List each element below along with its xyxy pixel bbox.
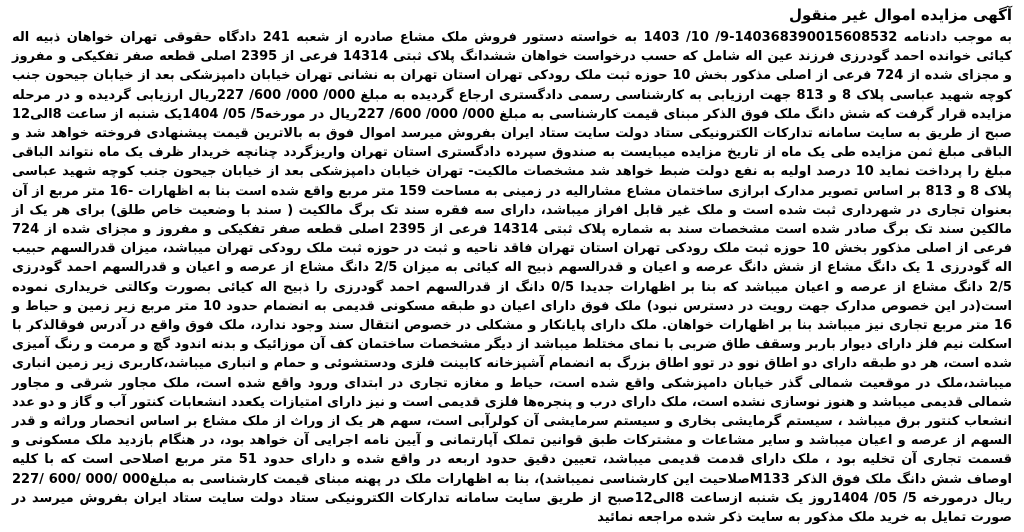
- notice-title: آگهی مزایده اموال غیر منقول: [788, 6, 1012, 24]
- notice-body: به موجب دادنامه 140368390015608532-9/ 10/ 1403 به خواسته دستور فروش ملک مشاع صادره از شعبه 241 دادگاه حقوقی تهران خواهان ذبیه اله کیائی خوانده احمد گودرزی فرزند عین اله شامل که حسب درخواست خواهان ششدانگ پلاک ثبتی 14314 فرعی از 2395 اصلی قطعه صفر تفکیکی و مفروز و مجزای شده از 724 فرعی از اصلی مذکور بخش 10 حوزه ثبت ملک رودکی تهران استان تهران به نشانی تهران خیابان دامپزشکی بعد از خیابان جیحون جنب کوچه شهید عباسی پلاک 8 و 813 جهت ارزیابی به کارشناسی رسمی دادگستری ارجاع گردیده به مبلغ 000/ 000/ 600/ 227ریال ارزیابی گردیده و در مرحله مزایده قرار گرفت که شش دانگ ملک فوق الذکر مبنای قیمت کارشناسی به مبلغ 000/ 000/ 600/ 227ریال در مورخه5/ 05/ 1404یک شنبه از ساعت 8الی12 صبح از طریق به سایت سامانه تدارکات الکترونیکی ستاد دولت سایت ستاد ایران بفروش میرسد اموال فوق به بالاترین قیمت پیشنهادی فروخته خواهد شد و الباقی مبلغ ثمن مزایده طی یک ماه از تاریخ مزایده میبایست به صندوق سپرده دادگستری استان تهران واریزگردد چنانچه خریدار ظرف یک ماه نتواند الباقی مبلغ را پرداخت نماید 10 درصد اولیه به نفع دولت ضبط خواهد شد مشخصات مالکیت- تهران خیابان دامپزشکی بعد از خیابان جیحون جنب کوچه شهید عباسی پلاک 8 و 813 بر اساس تصویر مدارک ابرازی ساختمان مشاع مشارالیه در زمینی به مساحت 159 متر مربع واقع شده است بنا به اظهارات -16 متر مربع از آن بعنوان تجاری در شهرداری ثبت شده است و ملک غیر قابل افراز میباشد، دارای سه فقره سند تک برگ مالکیت ( سند با وضعیت خاص طلق) برای هر یک از مالکین سند تک برگ صادر شده است مشخصات سند به شماره پلاک ثبتی 14314 فرعی از 2395 اصلی قطعه صفر تفکیکی و مفروز و مجزای شده از 724 فرعی از اصلی مذکور بخش 10 حوزه ثبت ملک رودکی تهران استان تهران فاقد ناحیه و ثبت در حوزه ثبت ملک رودکی تهران میباشد، میزان قدرالسهم حبیب اله گودرزی 1 یک دانگ مشاع از شش دانگ عرصه و اعیان و قدرالسهم ذبیح اله کیائی به میزان 2/5 دانگ مشاع از عرصه و اعیان و قدرالسهم احمد گودرزی 2/5 دانگ مشاع از عرصه و اعیان میباشد که بنا بر اظهارات جدیدا 0/5 دانگ از قدرالسهم احمد گودرزی را ذبیح اله کیائی بصورت وکالتی خریداری نموده است(در این خصوص مدارک جهت رویت در دسترس نبود) ملک فوق دارای اعیان دو طبقه مسکونی قدیمی به انضمام حدود 10 متر مربع زیر زمین و حیاط و 16 متر مربع تجاری نیز میباشد بنا بر اظهارات خواهان. ملک دارای پایانکار و مشکلی در خصوص انتقال سند وجود ندارد، ملک فوق واقع در آدرس فوقالذکر با اسکلت نیم فلز دارای دیوار باربر وسقف طاق ضربی با نمای مختلط میباشد از دیگر مشخصات ساختمان کف آن موزائیک و بدنه اندود گچ و مرمت و رنگ آمیزی شده است، هر دو طبقه دارای دو اطاق نوو در توو اطاق بزرگ به انضمام آشپزخانه کابینت فلزی ودستشوئی و حمام و انباری میباشد،کاربری زیر زمین انباری میباشد،ملک در موقعیت شمالی گذر خیابان دامپزشکی واقع شده است، حیاط و مغازه تجاری در ابتدای ورود واقع شده است، ملک مجاور شرقی و مجاور شمالی قدیمی میباشد و هنوز نوسازی نشده است، ملک دارای درب و پنجره‌ها فلزی قدیمی است و نیز دارای امتیازات یکعدد انشعابات کنتور آب و گاز و دو عدد انشعاب کنتور برق میباشد ، سیستم گرمایشی بخاری و سیستم سرمایشی آن کولرآبی است، سهم هر یک از وراث از ملک مشاع بر اساس انحصار وراثه و قدر السهم از عرصه و اعیان میباشد و سایر مشاعات و مشترکات طبق قوانین تملک آپارتمانی و آیین نامه اجرایی آن خواهد بود، در هنگام بازدید ملک مسکونی و قسمت تجاری آن تخلیه بود ، ملک دارای قدمت قدیمی میباشد، تعیین دقیق حدود اربعه در واقع شده و دارای حدود 51 متر مربع اصلاحی است که با کلیه اوصاف شش دانگ ملک فوق الذکر M133صلاحیت این کارشناسی نمیباشد)، بنا به اظهارات ملک در پهنه مبنای قیمت کارشناسی به مبلغ000 /000 /600 /227 ریال درمورخه 5/ 05/ 1404روز یک شنبه ازساعت 8الی12صبح از طریق سایت سامانه تدارکات الکترونیکی ستاد دولت سایت ستاد ایران بفروش میرسد در صورت تمایل به خرید ملک مذکور به سایت ذکر شده مراجعه نمائید: [11, 30, 1013, 526]
